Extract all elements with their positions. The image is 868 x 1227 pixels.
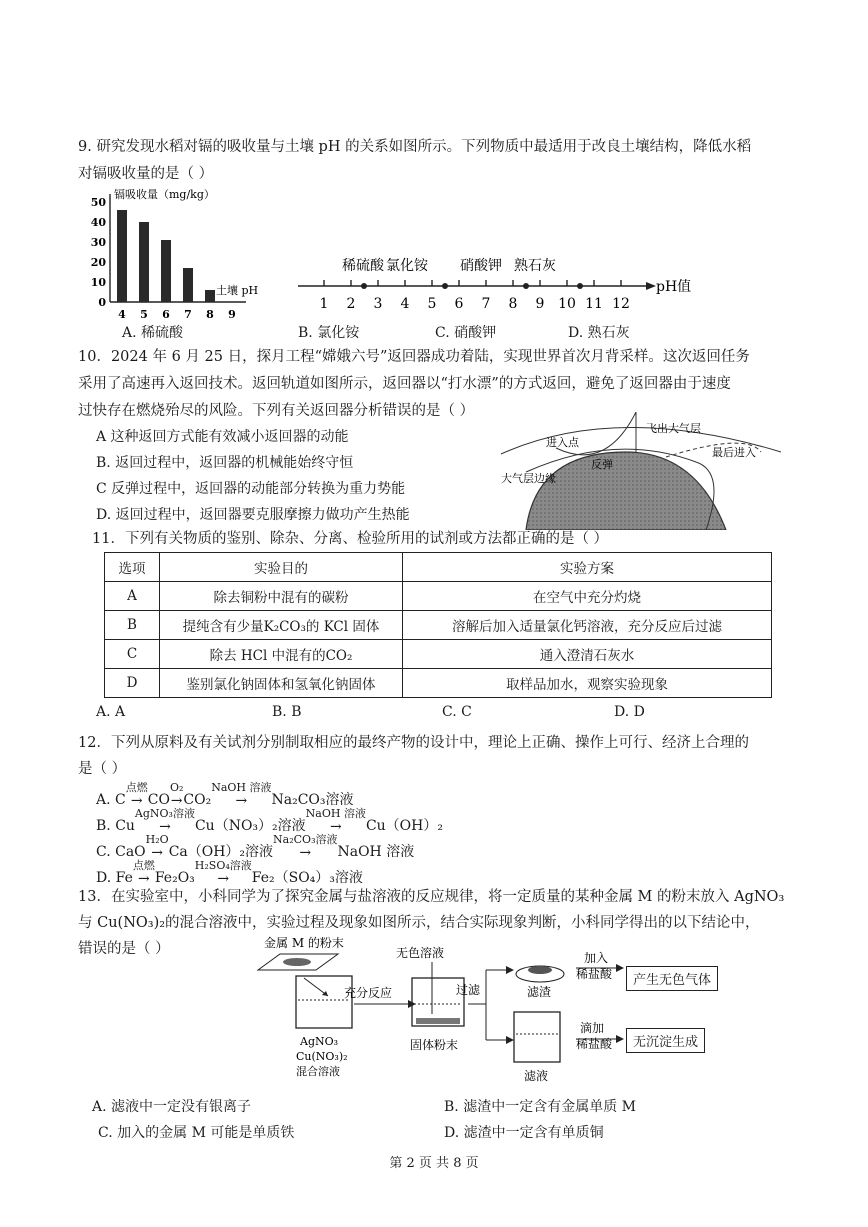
experiment-flow-diagram — [250, 934, 750, 1094]
q9-option-a[interactable]: A. 稀硫酸 — [122, 325, 184, 341]
table-row — [105, 582, 772, 611]
q10-option-c[interactable]: C 反弹过程中，返回器的动能部分转换为重力势能 — [96, 481, 406, 497]
row-b-option: B — [105, 611, 160, 640]
row-c-purpose: 除去 HCl 中混有的CO₂ — [160, 640, 403, 669]
q12-option-c[interactable]: C. CaO H₂O → Ca（OH）₂溶液 Na₂CO₃溶液 → NaOH 溶液 — [96, 833, 415, 861]
row-a-plan: 在空气中充分灼烧 — [403, 582, 772, 611]
q11-stem: 11．下列有关物质的鉴别、除杂、分离、检验所用的试剂或方法都正确的是（ ） — [92, 531, 609, 547]
x-axis-label: 土壤 pH — [216, 284, 259, 297]
q11-option-a[interactable]: A. A — [96, 704, 126, 720]
label-atmosphere-edge: 大气层边缘 — [501, 472, 556, 485]
label-acid-1: 稀盐酸 — [576, 967, 613, 981]
x-tick-label: 5 — [140, 308, 148, 320]
q10-stem-line2: 采用了高速再入返回技术。返回轨道如图所示，返回器以“打水漂”的方式返回，避免了返回器由于速度 — [78, 376, 731, 392]
ph-marker-dot — [361, 283, 367, 289]
x-tick-label: 6 — [162, 308, 170, 320]
header-purpose: 实验目的 — [160, 553, 403, 582]
ph-marker-dot — [523, 283, 529, 289]
label-acid-2: 稀盐酸 — [576, 1037, 613, 1051]
row-b-plan: 溶解后加入适量氯化钙溶液，充分反应后过滤 — [403, 611, 772, 640]
q10-option-b[interactable]: B. 返回过程中，返回器的机械能始终守恒 — [96, 455, 354, 471]
cadmium-uptake-bar-chart — [80, 186, 280, 320]
ph-tick-label: 11 — [585, 296, 603, 312]
ph-tick-label: 6 — [454, 296, 464, 312]
earth-shape — [526, 452, 726, 530]
table-header-row — [105, 553, 772, 582]
x-tick-label: 7 — [184, 308, 192, 320]
ph-label-ammonium-chloride: 氯化铵 — [386, 258, 428, 274]
ph-axis-arrow — [646, 282, 656, 290]
table-row — [105, 640, 772, 669]
q13-option-d[interactable]: D. 滤渣中一定含有单质铜 — [444, 1125, 604, 1141]
q10-option-a[interactable]: A 这种返回方式能有效减小返回器的动能 — [96, 429, 349, 445]
ph-tick-label: 1 — [319, 296, 329, 312]
label-final-entry: 最后进入 — [712, 446, 756, 459]
ph-tick-label: 12 — [612, 296, 630, 312]
q11-option-b[interactable]: B. B — [272, 704, 302, 720]
label-residue: 滤渣 — [527, 985, 552, 999]
ph-tick-label: 8 — [508, 296, 518, 312]
row-c-plan: 通入澄清石灰水 — [403, 640, 772, 669]
label-drop: 滴加 — [580, 1021, 605, 1035]
label-filtration: 过滤 — [456, 983, 481, 997]
ph-axis-label: pH值 — [656, 279, 692, 295]
header-option: 选项 — [105, 553, 160, 582]
return-orbit-diagram — [496, 412, 786, 530]
label-entry-point: 进入点 — [546, 436, 579, 449]
ph-marker-dot — [442, 283, 448, 289]
q10-option-d[interactable]: D. 返回过程中，返回器要克服摩擦力做功产生热能 — [96, 507, 410, 523]
row-a-purpose: 除去铜粉中混有的碳粉 — [160, 582, 403, 611]
x-tick-label: 8 — [206, 308, 214, 320]
ph-label-potassium-nitrate: 硝酸钾 — [460, 258, 502, 274]
label-full-reaction: 充分反应 — [344, 986, 393, 1000]
label-solid-powder: 固体粉末 — [410, 1038, 459, 1052]
ph-label-slaked-lime: 熟石灰 — [514, 258, 556, 274]
label-metal-powder: 金属 M 的粉末 — [264, 936, 344, 950]
q12-option-b[interactable]: B. Cu AgNO₃溶液 → Cu（NO₃）₂溶液 NaOH 溶液 → Cu（OH）₂ — [96, 807, 443, 835]
page-footer: 第 2 页 共 8 页 — [389, 1156, 479, 1171]
ph-tick-label: 4 — [400, 296, 410, 312]
bar — [183, 268, 193, 302]
y-tick-label: 0 — [98, 296, 106, 309]
ph-number-line — [290, 252, 710, 322]
row-d-purpose: 鉴别氯化钠固体和氢氧化钠固体 — [160, 669, 403, 698]
ph-label-dilute-sulfuric-acid: 稀硫酸 — [342, 258, 384, 274]
q13-stem-line2: 与 Cu(NO₃)₂的混合溶液中，实验过程及现象如图所示，结合实际现象判断，小科同学得出的以下结论中， — [78, 915, 760, 931]
y-tick-label: 10 — [90, 276, 106, 289]
y-tick-label: 30 — [90, 236, 106, 249]
row-c-option: C — [105, 640, 160, 669]
q9-stem-line1: 9. 研究发现水稻对镉的吸收量与土壤 pH 的关系如图所示。下列物质中最适用于改良土壤结构，降低水稻 — [78, 139, 752, 155]
row-a-option: A — [105, 582, 160, 611]
q12-stem-line1: 12．下列从原料及有关试剂分别制取相应的最终产物的设计中，理论上正确、操作上可行、经济上合理的 — [78, 735, 749, 751]
bar — [161, 240, 171, 302]
q11-option-c[interactable]: C. C — [442, 704, 472, 720]
ph-tick-label: 5 — [427, 296, 437, 312]
q13-stem-line3: 错误的是（ ） — [78, 941, 170, 957]
beaker-3 — [514, 1012, 560, 1062]
label-agno3: AgNO₃ — [300, 1035, 339, 1048]
q13-stem-line1: 13．在实验室中，小科同学为了探究金属与盐溶液的反应规律，将一定质量的某种金属 M 的粉末放入 AgNO₃ — [78, 889, 785, 905]
ph-marker-dot — [577, 283, 583, 289]
ph-tick-label: 9 — [535, 296, 545, 312]
x-tick-label: 9 — [228, 308, 236, 320]
result-gas-box: 产生无色气体 — [626, 966, 718, 991]
table-row — [105, 611, 772, 640]
label-filtrate: 滤液 — [524, 1069, 549, 1083]
y-tick-label: 40 — [90, 216, 106, 229]
beaker-1 — [296, 976, 352, 1028]
q12-option-d[interactable]: D. Fe 点燃 → Fe₂O₃ H₂SO₄溶液 → Fe₂（SO₄）₃溶液 — [96, 859, 363, 887]
q13-option-b[interactable]: B. 滤渣中一定含有金属单质 M — [444, 1099, 636, 1115]
ph-tick-label: 7 — [481, 296, 491, 312]
q11-table — [104, 552, 772, 698]
label-rebound: 反弹 — [591, 458, 613, 471]
q9-stem-line2: 对镉吸收量的是（ ） — [78, 166, 214, 182]
label-add: 加入 — [584, 951, 609, 965]
q13-option-a[interactable]: A. 滤液中一定没有银离子 — [92, 1099, 252, 1115]
bar — [205, 290, 215, 302]
q12-option-a[interactable]: A. C 点燃 → CO O₂ →CO₂ NaOH 溶液 → Na₂CO₃溶液 — [96, 781, 354, 809]
q10-stem-line3: 过快存在燃烧殆尽的风险。下列有关返回器分析错误的是（ ） — [78, 403, 475, 419]
q12-stem-line2: 是（ ） — [78, 761, 127, 777]
q9-option-d[interactable]: D. 熟石灰 — [568, 325, 630, 341]
label-colorless-solution: 无色溶液 — [396, 946, 445, 960]
q11-option-d[interactable]: D. D — [614, 704, 645, 720]
row-b-purpose: 提纯含有少量K₂CO₃的 KCl 固体 — [160, 611, 403, 640]
metal-powder-pile — [283, 958, 311, 966]
ph-tick-label: 10 — [558, 296, 576, 312]
ph-tick-label: 2 — [346, 296, 356, 312]
x-tick-label: 4 — [118, 308, 126, 320]
q10-stem-line1: 10．2024 年 6 月 25 日，探月工程“嫦娥六号”返回器成功着陆，实现世界首次月背采样。这次返回任务 — [78, 349, 750, 365]
table-row — [105, 669, 772, 698]
q9-option-b[interactable]: B. 氯化铵 — [298, 325, 360, 341]
row-d-option: D — [105, 669, 160, 698]
bar — [117, 210, 127, 302]
label-mixed-solution: 混合溶液 — [296, 1065, 340, 1078]
label-cuno32: Cu(NO₃)₂ — [296, 1050, 348, 1063]
q13-option-c[interactable]: C. 加入的金属 M 可能是单质铁 — [98, 1125, 295, 1141]
label-exit-atmosphere: 飞出大气层 — [646, 422, 701, 435]
y-tick-label: 50 — [90, 196, 106, 209]
y-tick-label: 20 — [90, 256, 106, 269]
ph-tick-label: 3 — [373, 296, 383, 312]
bar — [139, 222, 149, 302]
result-no-precipitate-box: 无沉淀生成 — [626, 1028, 705, 1053]
row-d-plan: 取样品加水，观察实验现象 — [403, 669, 772, 698]
chart-title: 镉吸收量（mg/kg） — [114, 188, 215, 201]
q9-option-c[interactable]: C. 硝酸钾 — [435, 325, 497, 341]
header-plan: 实验方案 — [403, 553, 772, 582]
